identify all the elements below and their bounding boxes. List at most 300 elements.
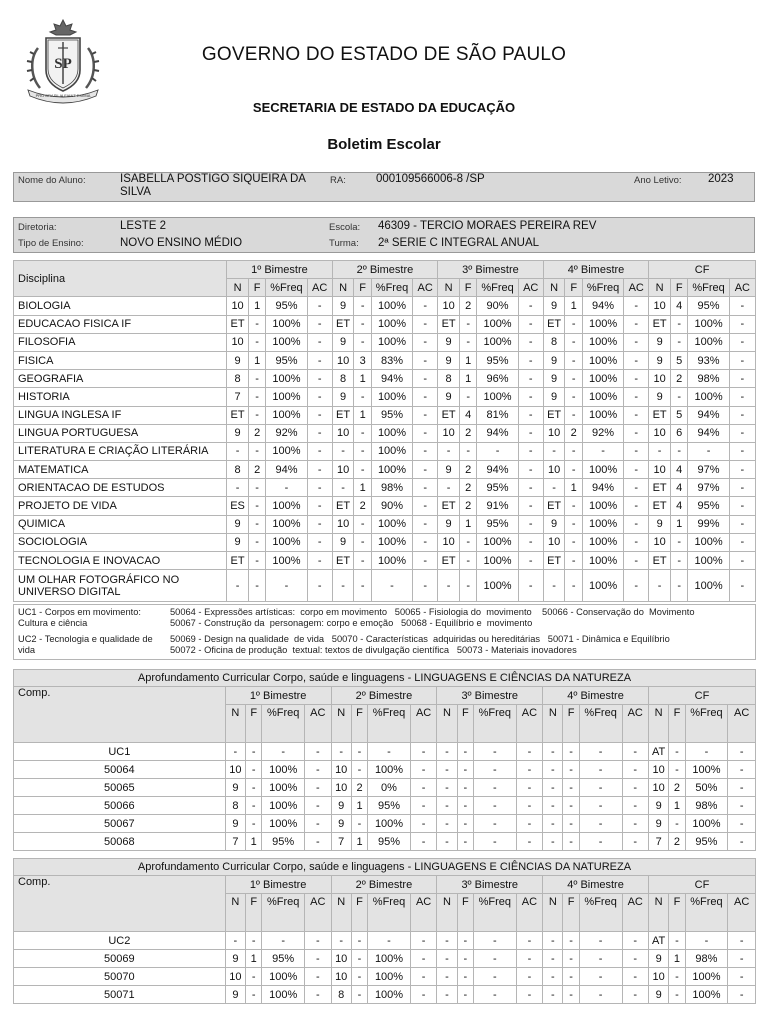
grade-cell: 1 — [248, 297, 265, 315]
subcol-header: F — [351, 705, 367, 743]
grade-cell: - — [457, 743, 473, 761]
grade-cell: - — [516, 968, 542, 986]
disciplina-header: Disciplina — [14, 261, 227, 297]
grade-cell: - — [579, 797, 622, 815]
grade-cell: - — [624, 297, 649, 315]
grade-cell: 90% — [477, 297, 518, 315]
subcol-header: %Freq — [473, 894, 516, 932]
grade-cell: - — [671, 533, 688, 551]
component-name: 50071 — [14, 986, 226, 1004]
grade-cell: - — [473, 815, 516, 833]
grade-cell: - — [565, 552, 582, 570]
table-row — [14, 743, 756, 761]
grade-cell: - — [728, 932, 756, 950]
subcol-header: %Freq — [477, 279, 518, 297]
grade-cell: 100% — [582, 461, 623, 479]
grade-cell: ET — [438, 497, 460, 515]
grade-cell: - — [410, 815, 436, 833]
grade-cell: - — [516, 761, 542, 779]
grade-cell: 100% — [685, 761, 728, 779]
period-header: CF — [649, 261, 756, 279]
secretaria-title: SECRETARIA DE ESTADO DA EDUCAÇÃO — [252, 100, 516, 115]
subcol-header: AC — [518, 279, 543, 297]
grade-cell: 2 — [459, 461, 476, 479]
period-header: 2º Bimestre — [331, 876, 437, 894]
grade-cell: - — [248, 442, 265, 460]
subcol-header: AC — [516, 894, 542, 932]
grade-cell: - — [473, 986, 516, 1004]
period-header: 3º Bimestre — [438, 261, 544, 279]
grade-cell: - — [622, 797, 648, 815]
subcol-header: F — [671, 279, 688, 297]
grade-cell: 1 — [351, 797, 367, 815]
grade-cell: - — [225, 932, 245, 950]
grade-cell: - — [305, 779, 331, 797]
grade-cell: 10 — [331, 779, 351, 797]
period-header: 1º Bimestre — [225, 687, 331, 705]
subcol-header: N — [225, 705, 245, 743]
grade-cell: - — [473, 932, 516, 950]
subcol-header: N — [331, 894, 351, 932]
grade-cell: ET — [649, 497, 671, 515]
grade-cell: - — [248, 406, 265, 424]
grade-cell: - — [410, 968, 436, 986]
grade-cell: - — [354, 533, 371, 551]
subcol-header: %Freq — [262, 705, 305, 743]
grade-cell: - — [437, 797, 457, 815]
grade-cell: 9 — [649, 388, 671, 406]
grade-cell: 92% — [266, 424, 307, 442]
grade-cell: - — [354, 388, 371, 406]
subcol-header: F — [246, 894, 262, 932]
subcol-header: %Freq — [582, 279, 623, 297]
discipline-name: UM OLHAR FOTOGRÁFICO NO UNIVERSO DIGITAL — [14, 570, 227, 602]
grade-cell: ET — [332, 315, 354, 333]
table-row — [14, 761, 756, 779]
grade-cell: 95% — [685, 833, 728, 851]
grade-cell: - — [307, 515, 332, 533]
component-name: 50065 — [14, 779, 226, 797]
grade-cell: 9 — [225, 779, 245, 797]
grade-cell: 10 — [332, 351, 354, 369]
grade-cell: 5 — [671, 406, 688, 424]
grade-cell: - — [622, 968, 648, 986]
grade-cell: 7 — [331, 833, 351, 851]
grade-cell: 100% — [266, 533, 307, 551]
grade-cell: 100% — [477, 315, 518, 333]
grade-cell: - — [624, 552, 649, 570]
grade-cell: 100% — [371, 552, 412, 570]
grade-cell: - — [624, 424, 649, 442]
grade-cell: 10 — [438, 297, 460, 315]
grade-cell: - — [351, 968, 367, 986]
escola-label: Escola: — [329, 222, 361, 233]
grade-cell: 95% — [262, 833, 305, 851]
grade-cell: 8 — [227, 370, 249, 388]
table-row — [14, 497, 756, 515]
grade-cell: 9 — [543, 297, 565, 315]
grade-cell: - — [728, 950, 756, 968]
discipline-name: MATEMATICA — [14, 461, 227, 479]
grade-cell: 4 — [459, 406, 476, 424]
grade-cell: 91% — [477, 497, 518, 515]
grade-cell: ET — [332, 497, 354, 515]
grade-cell: - — [413, 333, 438, 351]
grade-cell: - — [307, 552, 332, 570]
grade-cell: 2 — [671, 370, 688, 388]
table-row — [14, 351, 756, 369]
grade-cell: - — [563, 950, 579, 968]
turma-value: 2ª SERIE C INTEGRAL ANUAL — [378, 237, 540, 249]
grade-cell: 100% — [582, 406, 623, 424]
grade-cell: - — [563, 779, 579, 797]
escola-value: 46309 - TERCIO MORAES PEREIRA REV — [378, 220, 597, 232]
grade-cell: - — [413, 370, 438, 388]
grade-cell: - — [459, 552, 476, 570]
grade-cell: - — [516, 779, 542, 797]
grade-cell: - — [729, 442, 755, 460]
discipline-name: ORIENTACAO DE ESTUDOS — [14, 479, 227, 497]
grade-cell: - — [543, 833, 563, 851]
grade-cell: 9 — [543, 370, 565, 388]
grade-cell: - — [307, 570, 332, 602]
grade-cell: 95% — [368, 833, 411, 851]
table-row — [14, 815, 756, 833]
grade-cell: - — [248, 315, 265, 333]
grade-cell: 94% — [582, 297, 623, 315]
grade-cell: - — [579, 986, 622, 1004]
grade-cell: - — [669, 815, 685, 833]
period-header: 1º Bimestre — [225, 876, 331, 894]
subcol-header: F — [565, 279, 582, 297]
grade-cell: 100% — [477, 388, 518, 406]
grade-cell: 93% — [688, 351, 729, 369]
grade-cell: - — [368, 932, 411, 950]
grade-cell: 9 — [225, 986, 245, 1004]
grade-cell: 2 — [248, 424, 265, 442]
grade-cell: - — [459, 570, 476, 602]
subcol-header: N — [331, 705, 351, 743]
aprofundamento-table-1 — [13, 669, 756, 851]
discipline-name: EDUCACAO FISICA IF — [14, 315, 227, 333]
grade-cell: - — [437, 950, 457, 968]
grade-cell: ET — [543, 406, 565, 424]
grade-cell: 10 — [332, 515, 354, 533]
grade-cell: 100% — [688, 533, 729, 551]
grade-cell: 9 — [648, 986, 668, 1004]
subcol-header: AC — [305, 894, 331, 932]
grade-cell: - — [331, 743, 351, 761]
grade-cell: - — [729, 533, 755, 551]
grade-cell: 7 — [227, 388, 249, 406]
discipline-name: HISTORIA — [14, 388, 227, 406]
subcol-header: F — [457, 705, 473, 743]
grade-cell: - — [437, 743, 457, 761]
component-name: 50066 — [14, 797, 226, 815]
subcol-header: N — [648, 705, 668, 743]
grade-cell: - — [624, 333, 649, 351]
grade-cell: - — [579, 761, 622, 779]
grade-cell: 95% — [477, 479, 518, 497]
period-header: CF — [648, 687, 755, 705]
table-row — [14, 986, 756, 1004]
grade-cell: 94% — [477, 424, 518, 442]
aprofundamento-title: Aprofundamento Curricular Corpo, saúde e linguagens - LINGUAGENS E CIÊNCIAS DA NATUREZA — [14, 859, 756, 876]
grade-cell: 9 — [227, 351, 249, 369]
grade-cell: - — [410, 986, 436, 1004]
grade-cell: - — [437, 779, 457, 797]
grade-cell: 100% — [266, 370, 307, 388]
discipline-name: FISICA — [14, 351, 227, 369]
period-header: 2º Bimestre — [331, 687, 437, 705]
grade-cell: 9 — [332, 333, 354, 351]
comp-header: Comp. — [14, 687, 226, 743]
grade-cell: 100% — [368, 968, 411, 986]
grade-cell: 9 — [331, 797, 351, 815]
grade-cell: - — [579, 950, 622, 968]
grade-cell: - — [579, 815, 622, 833]
diretoria-value: LESTE 2 — [120, 220, 167, 232]
grade-cell: 2 — [459, 297, 476, 315]
subcol-header: AC — [728, 705, 756, 743]
grade-cell: 83% — [371, 351, 412, 369]
discipline-name: LITERATURA E CRIAÇÃO LITERÁRIA — [14, 442, 227, 460]
grade-cell: - — [307, 351, 332, 369]
grade-cell: - — [669, 932, 685, 950]
grade-cell: - — [563, 932, 579, 950]
grade-cell: - — [266, 570, 307, 602]
grade-cell: - — [262, 932, 305, 950]
grade-cell: - — [579, 833, 622, 851]
grade-cell: - — [563, 968, 579, 986]
grade-cell: - — [227, 442, 249, 460]
grade-cell: - — [518, 533, 543, 551]
grade-cell: - — [516, 815, 542, 833]
table-row — [14, 424, 756, 442]
subcol-header: N — [437, 894, 457, 932]
grade-cell: - — [368, 743, 411, 761]
grade-cell: - — [624, 461, 649, 479]
grade-cell: - — [671, 315, 688, 333]
period-header: CF — [648, 876, 755, 894]
grade-cell: 100% — [371, 442, 412, 460]
student-name-label: Nome do Aluno: — [18, 175, 86, 186]
subcol-header: F — [354, 279, 371, 297]
subcol-header: AC — [622, 705, 648, 743]
grade-cell: 50% — [685, 779, 728, 797]
grade-cell: 1 — [565, 479, 582, 497]
grade-cell: 100% — [477, 552, 518, 570]
grade-cell: 98% — [688, 370, 729, 388]
grade-cell: ET — [332, 552, 354, 570]
grade-cell: - — [669, 986, 685, 1004]
grade-cell: - — [729, 497, 755, 515]
grade-cell: ET — [543, 552, 565, 570]
grade-cell: 100% — [371, 388, 412, 406]
table-row — [14, 388, 756, 406]
grade-cell: - — [413, 315, 438, 333]
grade-cell: 10 — [649, 533, 671, 551]
table-row — [14, 950, 756, 968]
grade-cell: - — [473, 761, 516, 779]
table-row — [14, 552, 756, 570]
grade-cell: - — [413, 297, 438, 315]
subcol-header: %Freq — [262, 894, 305, 932]
grade-cell: 10 — [227, 297, 249, 315]
grade-cell: - — [351, 932, 367, 950]
grade-cell: 6 — [671, 424, 688, 442]
grade-cell: 9 — [332, 388, 354, 406]
grade-cell: 1 — [459, 370, 476, 388]
grade-cell: - — [307, 297, 332, 315]
grade-cell: - — [518, 388, 543, 406]
table-row — [14, 833, 756, 851]
grade-cell: - — [516, 833, 542, 851]
grade-cell: - — [516, 743, 542, 761]
grade-cell: 100% — [266, 552, 307, 570]
grade-cell: - — [307, 479, 332, 497]
grade-cell: 0% — [368, 779, 411, 797]
grade-cell: ET — [649, 552, 671, 570]
grade-cell: 4 — [671, 297, 688, 315]
discipline-name: GEOGRAFIA — [14, 370, 227, 388]
sao-paulo-coat-of-arms-logo — [24, 18, 102, 104]
subcol-header: F — [563, 894, 579, 932]
grade-cell: 100% — [688, 315, 729, 333]
grade-cell: 100% — [688, 388, 729, 406]
grade-cell: 10 — [331, 968, 351, 986]
grade-cell: 100% — [266, 388, 307, 406]
table-row — [14, 406, 756, 424]
grade-cell: - — [729, 406, 755, 424]
grade-cell: - — [457, 932, 473, 950]
uc1-line1: 50064 - Expressões artísticas: corpo em movimento 50065 - Fisiologia do movimento 50066 - Conservação do Movimento — [170, 607, 695, 617]
grade-cell: 10 — [543, 424, 565, 442]
grade-cell: - — [516, 950, 542, 968]
grade-cell: - — [413, 406, 438, 424]
grade-cell: 100% — [266, 315, 307, 333]
grade-cell: - — [669, 761, 685, 779]
grade-cell: - — [624, 406, 649, 424]
grade-cell: - — [518, 297, 543, 315]
grade-cell: 90% — [371, 497, 412, 515]
grade-cell: 100% — [685, 815, 728, 833]
grade-cell: - — [305, 986, 331, 1004]
grade-cell: ES — [227, 497, 249, 515]
grade-cell: - — [413, 479, 438, 497]
grade-cell: - — [410, 761, 436, 779]
grade-cell: 100% — [368, 986, 411, 1004]
grade-cell: - — [622, 743, 648, 761]
grade-cell: - — [354, 515, 371, 533]
grade-cell: 2 — [354, 497, 371, 515]
grade-cell: 1 — [354, 370, 371, 388]
table-row — [14, 333, 756, 351]
grade-cell: - — [543, 815, 563, 833]
grade-cell: - — [729, 315, 755, 333]
table-row — [14, 779, 756, 797]
grade-cell: - — [410, 743, 436, 761]
grade-cell: 95% — [371, 406, 412, 424]
grade-cell: - — [262, 743, 305, 761]
grade-cell: 10 — [331, 761, 351, 779]
grade-cell: - — [565, 515, 582, 533]
period-header: 4º Bimestre — [543, 261, 649, 279]
grade-cell: 9 — [331, 815, 351, 833]
grade-cell: - — [543, 968, 563, 986]
grade-cell: 100% — [262, 797, 305, 815]
grade-cell: - — [622, 950, 648, 968]
grade-cell: 100% — [266, 406, 307, 424]
grade-cell: 9 — [649, 333, 671, 351]
grade-cell: 2 — [459, 479, 476, 497]
table-row — [14, 533, 756, 551]
grade-cell: - — [518, 333, 543, 351]
grade-cell: 95% — [266, 351, 307, 369]
component-name: 50069 — [14, 950, 226, 968]
subcol-header: N — [438, 279, 460, 297]
grade-cell: - — [543, 986, 563, 1004]
grade-cell: - — [248, 479, 265, 497]
grade-cell: 100% — [582, 570, 623, 602]
grade-cell: - — [351, 986, 367, 1004]
grade-cell: - — [649, 442, 671, 460]
grade-cell: 1 — [669, 950, 685, 968]
grade-cell: - — [437, 968, 457, 986]
grade-cell: - — [565, 315, 582, 333]
ra-value: 000109566006-8 /SP — [376, 173, 485, 185]
table-row — [14, 297, 756, 315]
grade-cell: - — [671, 442, 688, 460]
uc2-label: UC2 - Tecnologia e qualidade de vida — [18, 634, 153, 655]
grade-cell: - — [248, 388, 265, 406]
grade-cell: - — [729, 297, 755, 315]
grade-cell: - — [729, 333, 755, 351]
table-row — [14, 932, 756, 950]
period-header: 3º Bimestre — [437, 876, 543, 894]
subcol-header: AC — [305, 705, 331, 743]
grade-cell: 1 — [565, 297, 582, 315]
grade-cell: 95% — [477, 515, 518, 533]
grade-cell: - — [518, 515, 543, 533]
grade-cell: - — [518, 479, 543, 497]
grade-cell: 92% — [582, 424, 623, 442]
aprofundamento-title: Aprofundamento Curricular Corpo, saúde e linguagens - LINGUAGENS E CIÊNCIAS DA NATUREZA — [14, 670, 756, 687]
subcol-header: %Freq — [685, 894, 728, 932]
grade-cell: 100% — [262, 968, 305, 986]
grade-cell: - — [248, 570, 265, 602]
grade-cell: 100% — [582, 497, 623, 515]
grade-cell: - — [624, 515, 649, 533]
grade-cell: - — [728, 797, 756, 815]
grade-cell: 8 — [225, 797, 245, 815]
grade-cell: - — [579, 779, 622, 797]
logo-motto: PRO BRASILIA FIANT EXIMIA — [35, 93, 91, 98]
grade-cell: 10 — [648, 761, 668, 779]
grade-cell: 10 — [332, 424, 354, 442]
table-row — [14, 797, 756, 815]
grade-cell: - — [543, 932, 563, 950]
grade-cell: - — [728, 968, 756, 986]
discipline-name: LINGUA PORTUGUESA — [14, 424, 227, 442]
subcol-header: AC — [413, 279, 438, 297]
grade-cell: - — [563, 761, 579, 779]
grade-cell: - — [413, 533, 438, 551]
grade-cell: - — [413, 351, 438, 369]
grade-cell: 100% — [266, 442, 307, 460]
grade-cell: 9 — [225, 815, 245, 833]
grade-cell: - — [649, 570, 671, 602]
